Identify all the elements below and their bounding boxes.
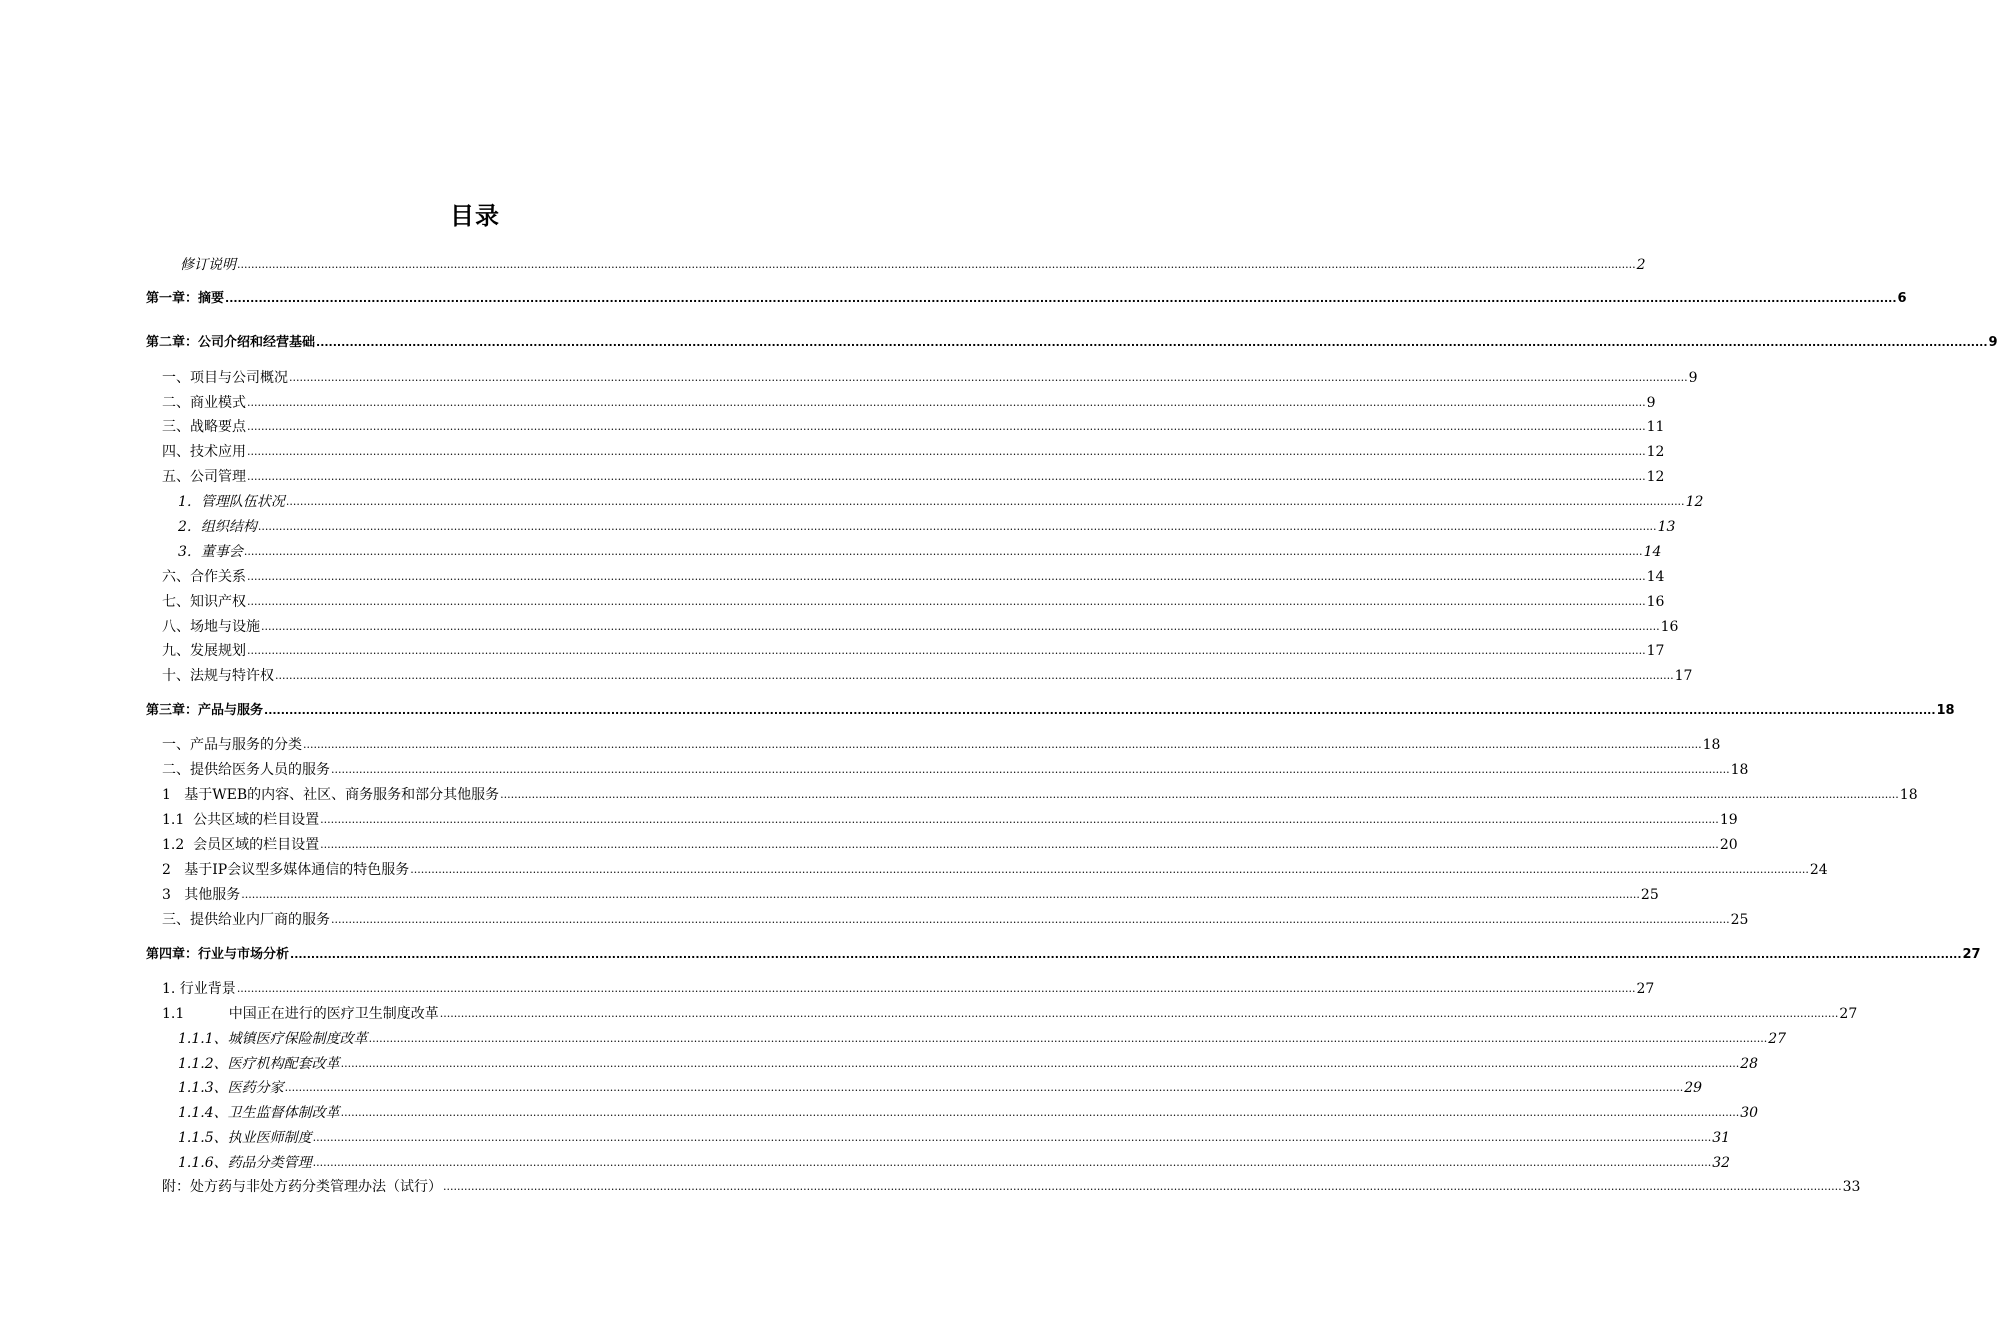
toc-entry[interactable] [162,1176,1861,1196]
toc-entry-title: 二、商业模式 [162,395,246,411]
toc-entry[interactable] [162,884,1659,904]
toc-entry-page: 17 [1674,668,1693,684]
toc-entry-page: 18 [1730,762,1749,778]
toc-entry-title: 五、公司管理 [162,469,246,485]
dot-leader: ................................................................................................................................................................................................................................................................................................................................................................................................................ [316,336,1988,349]
toc-entry-title: 1.1.6、药品分类管理 [178,1155,312,1171]
toc-entry-title: 八、场地与设施 [162,619,260,635]
toc-entry-title: 第三章：产品与服务 [146,703,264,718]
toc-entry-title: 1. 行业背景 [162,981,236,997]
toc-entry[interactable] [162,640,1665,660]
dot-leader: ................................................................................................................................................................................................................................................................................................................................................................................................................ [340,1106,1740,1119]
toc-entry-page: 33 [1842,1179,1861,1195]
toc-entry-title: 一、产品与服务的分类 [162,737,302,753]
dot-leader: ................................................................................................................................................................................................................................................................................................................................................................................................................ [257,520,1657,533]
toc-entry[interactable] [180,254,1646,274]
toc-entry[interactable] [178,491,1704,511]
toc-entry-title: 3 其他服务 [162,887,241,903]
toc-entry-page: 27 [1839,1006,1858,1022]
dot-leader: ................................................................................................................................................................................................................................................................................................................................................................................................................ [264,704,1936,717]
toc-entry[interactable] [162,909,1749,929]
dot-leader: ................................................................................................................................................................................................................................................................................................................................................................................................................ [247,420,1646,433]
toc-entry[interactable] [162,734,1721,754]
dot-leader: ................................................................................................................................................................................................................................................................................................................................................................................................................ [247,595,1646,608]
toc-entry-title: 三、战略要点 [162,419,246,435]
toc-entry[interactable] [162,859,1828,879]
toc-entry-page: 27 [1962,947,1981,962]
toc-entry-title: 第四章：行业与市场分析 [146,947,290,962]
toc-entry-page: 12 [1646,469,1665,485]
toc-entry[interactable] [162,392,1656,412]
toc-entry-title: 附：处方药与非处方药分类管理办法（试行） [162,1179,442,1195]
toc-entry-page: 16 [1646,594,1665,610]
toc-entry-page: 17 [1646,643,1665,659]
dot-leader: ................................................................................................................................................................................................................................................................................................................................................................................................................ [237,258,1636,271]
toc-entry[interactable] [146,288,1907,308]
toc-entry-title: 第二章：公司介绍和经营基础 [146,335,316,350]
toc-entry-page: 32 [1712,1155,1731,1171]
dot-leader: ................................................................................................................................................................................................................................................................................................................................................................................................................ [500,788,1899,801]
dot-leader: ................................................................................................................................................................................................................................................................................................................................................................................................................ [410,863,1809,876]
dot-leader: ................................................................................................................................................................................................................................................................................................................................................................................................................ [284,1081,1684,1094]
dot-leader: ................................................................................................................................................................................................................................................................................................................................................................................................................ [439,1007,1839,1020]
toc-entry-page: 19 [1719,812,1738,828]
toc-entry-page: 24 [1809,862,1828,878]
toc-entry[interactable] [162,416,1665,436]
toc-entry-page: 14 [1646,569,1665,585]
toc-entry-title: 1．管理队伍状况 [178,494,285,510]
toc-entry-page: 27 [1636,981,1655,997]
toc-entry-title: 1.1.1、城镇医疗保险制度改革 [178,1031,368,1047]
toc-entry-page: 18 [1899,787,1918,803]
toc-entry[interactable] [146,332,1998,352]
dot-leader: ................................................................................................................................................................................................................................................................................................................................................................................................................ [241,888,1640,901]
toc-entry[interactable] [162,466,1665,486]
toc-entry-page: 13 [1657,519,1676,535]
toc-entry[interactable] [146,700,1955,720]
toc-entry[interactable] [178,1127,1731,1147]
toc-entry-page: 18 [1702,737,1721,753]
toc-entry-title: 1.1.5、执业医师制度 [178,1130,312,1146]
dot-leader: ................................................................................................................................................................................................................................................................................................................................................................................................................ [320,838,1719,851]
toc-entry[interactable] [178,1077,1703,1097]
dot-leader: ................................................................................................................................................................................................................................................................................................................................................................................................................ [243,545,1643,558]
toc-entry-title: 三、提供给业内厂商的服务 [162,912,330,928]
toc-entry-page: 9 [1646,395,1656,411]
toc-entry-title: 1.1.2、医疗机构配套改革 [178,1056,340,1072]
dot-leader: ................................................................................................................................................................................................................................................................................................................................................................................................................ [312,1131,1712,1144]
toc-entry-page: 11 [1646,419,1665,435]
toc-entry-title: 一、项目与公司概况 [162,370,288,386]
toc-entry-page: 9 [1688,370,1698,386]
toc-entry-title: 1.1 公共区域的栏目设置 [162,812,320,828]
toc-entry[interactable] [162,784,1918,804]
toc-entry-title: 修订说明 [180,257,236,273]
toc-entry-page: 14 [1643,544,1662,560]
toc-entry-page: 29 [1684,1080,1703,1096]
toc-entry-title: 四、技术应用 [162,444,246,460]
dot-leader: ................................................................................................................................................................................................................................................................................................................................................................................................................ [368,1032,1768,1045]
toc-entry[interactable] [178,1102,1759,1122]
dot-leader: ................................................................................................................................................................................................................................................................................................................................................................................................................ [275,669,1674,682]
toc-entry-page: 18 [1936,703,1955,718]
toc-entry-page: 9 [1988,335,1998,350]
dot-leader: ................................................................................................................................................................................................................................................................................................................................................................................................................ [331,763,1730,776]
dot-leader: ................................................................................................................................................................................................................................................................................................................................................................................................................ [247,570,1646,583]
toc-entry-title: 1.1.4、卫生监督体制改革 [178,1105,340,1121]
toc-entry[interactable] [162,759,1749,779]
toc-entry-title: 3．董事会 [178,544,243,560]
dot-leader: ................................................................................................................................................................................................................................................................................................................................................................................................................ [247,470,1646,483]
dot-leader: ................................................................................................................................................................................................................................................................................................................................................................................................................ [303,738,1702,751]
dot-leader: ................................................................................................................................................................................................................................................................................................................................................................................................................ [289,371,1688,384]
toc-entry[interactable] [162,616,1679,636]
toc-entry[interactable] [162,978,1655,998]
toc-entry-page: 25 [1640,887,1659,903]
toc-entry-page: 12 [1646,444,1665,460]
toc-entry[interactable] [178,1028,1787,1048]
toc-entry[interactable] [178,1053,1759,1073]
dot-leader: ................................................................................................................................................................................................................................................................................................................................................................................................................ [285,495,1685,508]
toc-entry-page: 25 [1730,912,1749,928]
dot-leader: ................................................................................................................................................................................................................................................................................................................................................................................................................ [247,644,1646,657]
toc-entry[interactable] [178,1152,1731,1172]
toc-entry-title: 1.2 会员区域的栏目设置 [162,837,320,853]
toc-entry-page: 16 [1660,619,1679,635]
toc-entry[interactable] [162,809,1738,829]
toc-entry-title: 第一章：摘要 [146,291,225,306]
dot-leader: ................................................................................................................................................................................................................................................................................................................................................................................................................ [340,1057,1740,1070]
toc-entry-title: 九、发展规划 [162,643,246,659]
toc-entry-title: 1.1 中国正在进行的医疗卫生制度改革 [162,1006,439,1022]
toc-entry-page: 2 [1636,257,1646,273]
dot-leader: ................................................................................................................................................................................................................................................................................................................................................................................................................ [320,813,1719,826]
toc-entry[interactable] [162,665,1693,685]
dot-leader: ................................................................................................................................................................................................................................................................................................................................................................................................................ [443,1180,1842,1193]
dot-leader: ................................................................................................................................................................................................................................................................................................................................................................................................................ [312,1156,1712,1169]
toc-entry[interactable] [162,834,1738,854]
dot-leader: ................................................................................................................................................................................................................................................................................................................................................................................................................ [331,913,1730,926]
toc-entry-title: 1 基于WEB的内容、社区、商务服务和部分其他服务 [162,787,500,803]
dot-leader: ................................................................................................................................................................................................................................................................................................................................................................................................................ [247,445,1646,458]
dot-leader: ................................................................................................................................................................................................................................................................................................................................................................................................................ [261,620,1660,633]
toc-entry[interactable] [146,944,1981,964]
toc-entry-title: 十、法规与特许权 [162,668,274,684]
toc-entry-title: 2 基于IP会议型多媒体通信的特色服务 [162,862,410,878]
toc-entry-title: 二、提供给医务人员的服务 [162,762,330,778]
toc-entry-title: 六、合作关系 [162,569,246,585]
toc-entry[interactable] [162,441,1665,461]
dot-leader: ................................................................................................................................................................................................................................................................................................................................................................................................................ [247,396,1646,409]
toc-entry[interactable] [162,367,1698,387]
toc-entry-page: 6 [1897,291,1907,306]
toc-entry-title: 2．组织结构 [178,519,257,535]
dot-leader: ................................................................................................................................................................................................................................................................................................................................................................................................................ [290,948,1962,961]
toc-entry-page: 31 [1712,1130,1731,1146]
toc-entry-page: 30 [1740,1105,1759,1121]
toc-entry-title: 七、知识产权 [162,594,246,610]
toc-entry[interactable] [162,1003,1858,1023]
toc-entry[interactable] [162,566,1665,586]
toc-entry-page: 28 [1740,1056,1759,1072]
toc-entry[interactable] [178,516,1676,536]
toc-entry-page: 27 [1768,1031,1787,1047]
toc-entry[interactable] [178,541,1662,561]
toc-entry-page: 12 [1685,494,1704,510]
toc-title: 目录 [450,202,500,230]
toc-entry-title: 1.1.3、医药分家 [178,1080,284,1096]
dot-leader: ................................................................................................................................................................................................................................................................................................................................................................................................................ [225,292,1897,305]
toc-entry[interactable] [162,591,1665,611]
toc-entry-page: 20 [1719,837,1738,853]
dot-leader: ................................................................................................................................................................................................................................................................................................................................................................................................................ [236,982,1636,995]
